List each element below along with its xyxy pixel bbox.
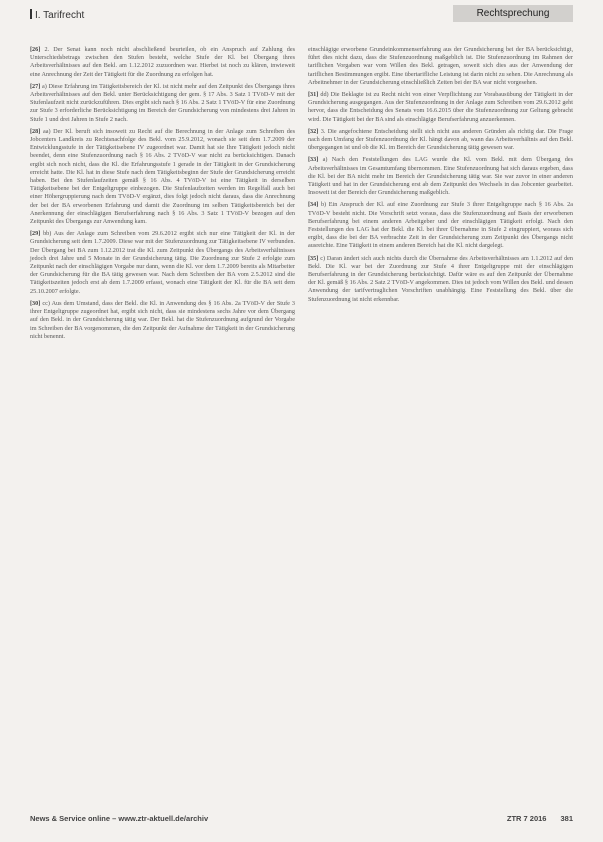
paragraph: [30, 300, 295, 341]
paragraph-text: a) Diese Erfahrung im Tätigkeitsbereich der Kl. ist nicht mehr auf den Zeitpunkt des Übergangs ihres Arbeitsverhältnisses auf den Bekl. unter Berücksichtigung der gem. § 17 Abs. 3 Satz 1 TVöD-V mit der Stufenlaufzeit nicht zurückzuführen. Dies ergibt sich nach § 16 Abs. 2 Satz 1 TVöD-V für eine Zuordnung zur Stufe 3 erforderliche Berücksichtigung im Bereich der Grundsicherung von mindestens drei Jahren in Stufe 1 und drei Jahren in Stufe 2 nach.: [30, 82, 295, 123]
page-footer: [0, 812, 603, 832]
right-column: [308, 46, 573, 308]
paragraph-number: [28]: [30, 127, 41, 135]
paragraph: [308, 156, 573, 197]
paragraph: [30, 46, 295, 79]
paragraph-text: 2. Der Senat kann noch nicht abschließend beurteilen, ob ein Anspruch auf Zahlung des Unterschiedsbetrags zwischen den Stufen besteht, welche Stufe der Kl. bei Übergang ihres Arbeitsverhältnisses auf den Bekl. am 1.12.2012 zuzuordnen war. Hierbei ist noch zu klären, inwieweit eine Anrechnung der Zeit der Tätigkeit für die Zuordnung zu erfolgen hat.: [30, 46, 296, 78]
paragraph: [30, 230, 295, 296]
category-tab: Rechtsprechung: [453, 5, 573, 22]
footer-issue: ZTR 7 2016: [506, 814, 547, 823]
footer-page-number: 381: [560, 814, 573, 823]
paragraph-number: [27]: [30, 82, 41, 90]
paragraph: [308, 46, 573, 87]
paragraph-text: a) Nach den Feststellungen des LAG wurde die Kl. vom Bekl. mit dem Übergang des Arbeitsverhältnisses im Gesamtumfang übernommen. Eine Stufenzuordnung hat sich daraus ergeben, dass die Kl. bei der BA nicht mehr im Bereich der Grundsicherung tätig war. Sie war zuvor in einer anderen Tätigkeit und hat in der Grundsicherung erst ab dem Zeitpunkt des Wechsels in das Jobcenter gearbeitet. Insoweit ist der Bereich der Grundsicherung maßgeblich.: [308, 156, 574, 197]
footer-journal: News & Service online – www.ztr-aktuell.de/archiv: [30, 814, 209, 823]
paragraph: [30, 83, 295, 124]
page-header: [0, 0, 603, 30]
paragraph-text: c) Daran ändert sich auch nichts durch die Übernahme des Arbeitsverhältnisses am 1.1.2012 auf den Bekl. Die Kl. war bei der Zuordnung zur Stufe 4 ihrer Entgeltgruppe mit der einschlägigen Berufserfahrung in der Grundsicherung berücksichtigt. Dafür wäre es auf den Zeitpunkt der Übernahme der Kl. gemäß § 16 Abs. 2 Satz 2 TVöD-V angekommen. Dies ist jedoch vom Willen des Bekl. und dessen Anwendung der tarifvertraglichen Vorschriften unabhängig. Eine Feststellung des Bekl. über die Stufenzuordnung ist nicht erkennbar.: [308, 254, 574, 303]
paragraph-number: [35]: [308, 254, 319, 262]
paragraph-number: [32]: [308, 127, 319, 135]
paragraph-text: aa) Der Kl. beruft sich insoweit zu Recht auf die Berechnung in der Anlage zum Schreiben des Jobcenters Landkreis zu Rechtsnachfolge des Bekl. vom 25.9.2012, wonach sie seit dem 1.7.2009 der Entwicklungsstufe in der Tätigkeitsebene IV zugeordnet war. Damit hat sie Ihre Tätigkeit jedoch nicht beendet, denn eine Stufenzuordnung nach § 16 Abs. 2 TVöD-V war nicht zu berücksichtigen. Danach ergibt sich noch nicht, dass die Kl. die Erfahrungsstufe 1 gerade in der Tätigkeit in der Grundsicherung erreicht hatte. Die Kl. hat in diese Stufe nach dem Tätigkeitsbeginn der Stufe der Grundsicherung erreicht haben. Bei den Stufenlaufzeiten gemäß § 16 Abs. 4 TVöD-V ist eine Tätigkeit in derselben Tätigkeitsebene bei der Entgeltgruppe einbezogen. Die Stufenlaufzeiten werden im Regelfall auch bei einer Höhergruppierung nach dem TVöD-V ergänzt, dies folgt jedoch nicht daraus, dass die Anrechnung der bei der BA erworbenen Erfahrung und damit die Zuordnung im selben Tätigkeitsbereich bei der Anerkennung der einschlägigen Berufserfahrung nach § 16 Abs. 3 Satz 1 TVöD-V bezogen auf den Zeitpunkt des Übergangs zur Anwendung kam.: [30, 127, 296, 226]
paragraph-text: dd) Die Beklagte ist zu Recht nicht von einer Verpflichtung zur Vorabausübung der Tätigkeit in der Grundsicherung ausgegangen. Aus der Stufenzuordnung in der Anlage zum Schreiben vom 29.6.2012 geht hervor, dass die Entscheidung des Senats vom 16.6.2015 über die Stufenzuordnung zur Geltung gebracht wird. Die Tätigkeit bei der BA sind als einschlägige Berufserfahrung anzuerkennen.: [308, 91, 573, 123]
paragraph-text: einschlägige erworbene Grundeinkommenserfahrung aus der Grundsicherung bei der BA berücksichtigt, führt dies nicht dazu, dass die Stufenzuordnung maßgeblich ist. Die Stufenzuordnung im Rahmen der tariflichen Vorgaben war vom Willen des Bekl. getragen, soweit sich dies aus der Anwendung der tariflichen Bestimmungen ergibt. Eine übertarifliche Leistung ist darin nicht zu sehen. Die Anrechnung als Arbeitnehmer in der Grundsicherung einschließlich Zeiten bei der BA war nicht vorgesehen.: [308, 46, 573, 86]
paragraph: [308, 91, 573, 124]
left-column: [30, 46, 295, 345]
paragraph-number: [26]: [30, 46, 41, 53]
footer-issue-info: [493, 814, 573, 823]
paragraph-number: [30]: [30, 299, 41, 307]
paragraph: [308, 128, 573, 153]
paragraph-number: [34]: [308, 201, 319, 209]
paragraph: [308, 255, 573, 304]
paragraph-number: [33]: [308, 156, 319, 164]
paragraph-text: b) Ein Anspruch der Kl. auf eine Zuordnung zur Stufe 3 ihrer Entgeltgruppe nach § 16 Abs. 2a TVöD-V besteht nicht. Die Vorschrift setzt voraus, dass die Stufenzuordnung auf Basis der erworbenen Berufserfahrung bei einem anderen Arbeitgeber und der einschlägigen Tätigkeit erfolgt. Nach den Feststellungen des LAG hat der Bekl. die Kl. bei ihrer Übernahme in Stufe 2 eingruppiert, woraus sich ergibt, dass die bei der BA verbrachte Zeit in der Grundsicherung zum Zeitpunkt des Übergangs nicht ausreichte. Eine Tätigkeit in einem anderen Bereich hat die Kl. nicht dargelegt.: [308, 201, 573, 250]
paragraph-text: 3. Die angefochtene Entscheidung stellt sich nicht aus anderen Gründen als richtig dar. Die Frage nach dem Umfang der Stufenzuordnung der Kl. hängt davon ab, wann das Arbeitsverhältnis auf den Bekl. übergegangen ist und ob die Kl. im Bereich der Grundsicherung tätig gewesen war.: [308, 127, 573, 152]
paragraph-text: cc) Aus dem Umstand, dass der Bekl. die Kl. in Anwendung des § 16 Abs. 2a TVöD-V der Stufe 3 ihrer Entgeltgruppe zugeordnet hat, ergibt sich nicht, dass sie mindestens sechs Jahre vor dem Übergang auf den Bekl. in der Grundsicherung tätig war. Der Bekl. hat die Stufenzuordnung aufgrund der Vorgabe im Schreiben der BA vorgenommen, die den Zeitpunkt der Aufnahme der Tätigkeit in der Grundsicherung nicht benennt.: [30, 299, 295, 340]
paragraph-text: bb) Aus der Anlage zum Schreiben vom 29.6.2012 ergibt sich nur eine Tätigkeit der Kl. in der Grundsicherung seit dem 1.7.2009. Diese war mit der Stufenzuordnung zur Tätigkeitsebene IV verbunden. Der Übergang bei BA zum 1.12.2012 trat die Kl. zum Zeitpunkt des Übergangs des Arbeitsverhältnisses jedoch drei Jahre und 5 Monate in der Grundsicherung tätig. Die Zuordnung zur Stufe 2 erfolgte zum Zeitpunkt nach der einschlägigen Vorgabe nur dann, wenn die Kl. vor dem 1.7.2009 bereits als Mitarbeiter der Grundsicherung für die BA tätig gewesen war. Nach dem Schreiben der BA vom 2.5.2012 sind die Tätigkeitszeiten jedoch erst ab dem 1.7.2009 erfasst, wonach eine Tätigkeit der Kl. für die BA seit dem 25.10.2007 erfolgte.: [30, 230, 295, 295]
section-bar-icon: [30, 9, 32, 19]
paragraph-number: [29]: [30, 230, 41, 238]
section-heading: [30, 9, 84, 21]
paragraph: [30, 128, 295, 226]
section-title: I. Tarifrecht: [35, 10, 85, 21]
paragraph-number: [31]: [308, 91, 319, 99]
paragraph: [308, 201, 573, 250]
